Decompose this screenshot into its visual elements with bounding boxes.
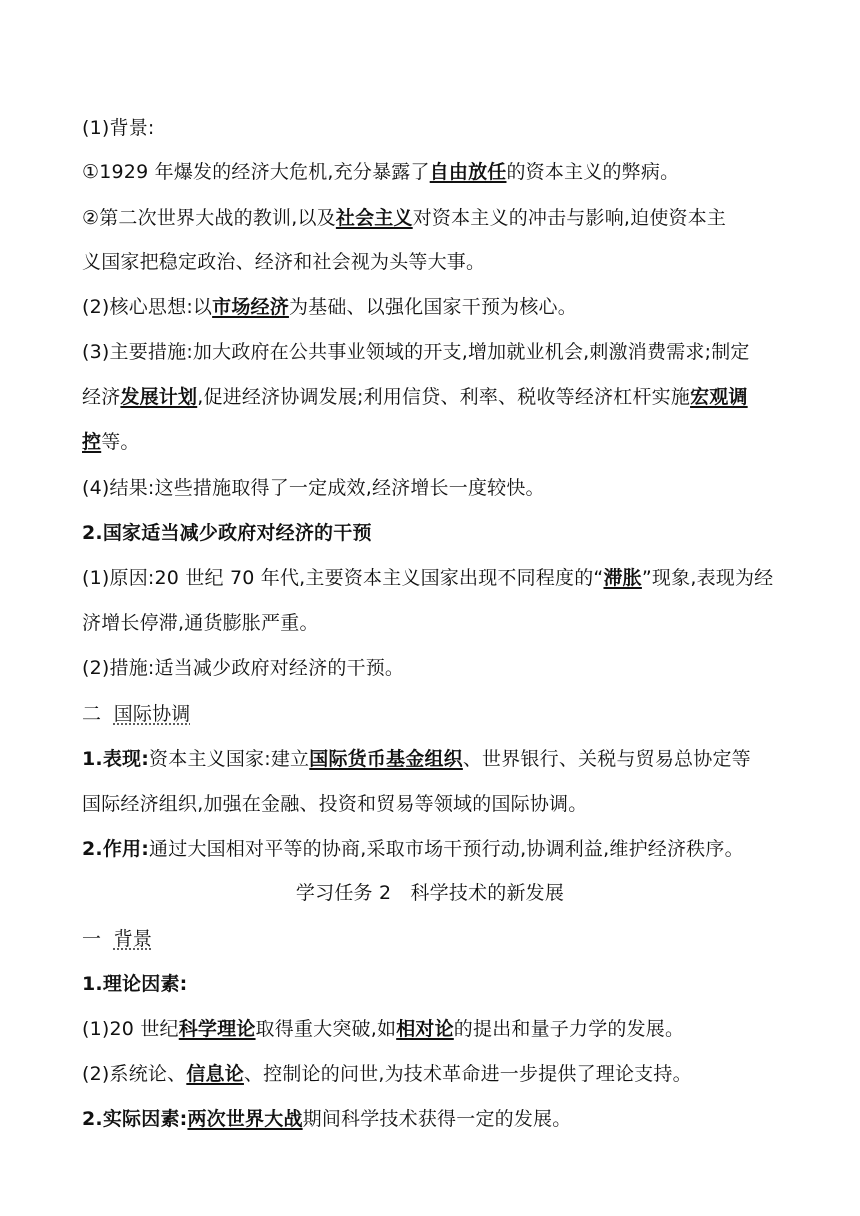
keyword: 科学理论 <box>178 1018 256 1040</box>
task-title <box>0 880 860 906</box>
text-span: 经济 <box>82 386 121 408</box>
text-line <box>82 565 782 591</box>
text-span: ②第二次世界大战的教训,以及 <box>82 207 336 229</box>
text-span: 取得重大突破,如 <box>255 1018 397 1040</box>
keyword: 市场经济 <box>212 296 289 318</box>
text-span: 资本主义国家:建立 <box>149 748 310 770</box>
text-span: 的提出和量子力学的发展。 <box>453 1018 685 1040</box>
heading-text: 国际协调 <box>113 703 191 725</box>
section-heading <box>82 926 782 952</box>
text-span: (2)系统论、 <box>82 1063 187 1085</box>
text-span: 一 <box>82 928 102 950</box>
text-line <box>82 746 782 772</box>
text-span: 济增长停滞,通货膨胀严重。 <box>82 612 319 634</box>
text-span: (1)原因:20 世纪 70 年代,主要资本主义国家出现不同程度的“ <box>82 567 604 589</box>
text-span: ,促进经济协调发展;利用信贷、利率、税收等经济杠杆实施 <box>197 386 691 408</box>
text-line <box>82 339 782 365</box>
text-line <box>82 475 782 501</box>
text-span: 通过大国相对平等的协商,采取市场干预行动,协调利益,维护经济秩序。 <box>149 838 744 860</box>
text-line <box>82 384 782 410</box>
label: 2.作用: <box>82 838 150 860</box>
label: 2.实际因素: <box>82 1108 188 1130</box>
label: 1.表现: <box>82 748 150 770</box>
text-line <box>82 655 782 681</box>
keyword: 国际货币基金组织 <box>309 748 463 770</box>
text-line <box>82 429 782 455</box>
subheading <box>82 971 782 997</box>
text-span: 义国家把稳定政治、经济和社会视为头等大事。 <box>82 251 486 273</box>
section-heading <box>82 701 782 727</box>
text-span: 2.国家适当减少政府对经济的干预 <box>82 522 372 544</box>
text-span: 二 <box>82 703 102 725</box>
text-span: 的资本主义的弊病。 <box>506 161 680 183</box>
text-line <box>82 159 782 185</box>
text-span: 期间科学技术获得一定的发展。 <box>302 1108 572 1130</box>
text-span: 学习任务 2 科学技术的新发展 <box>295 882 565 904</box>
keyword: 控 <box>82 431 102 453</box>
text-span: 对资本主义的冲击与影响,迫使资本主 <box>412 207 727 229</box>
text-line <box>82 1061 782 1087</box>
text-span: (4)结果:这些措施取得了一定成效,经济增长一度较快。 <box>82 477 545 499</box>
text-line <box>82 1016 782 1042</box>
text-line <box>82 1106 782 1132</box>
text-span: 1.理论因素: <box>82 973 188 995</box>
keyword: 宏观调 <box>690 386 748 408</box>
text-span: (2)核心思想:以 <box>82 296 213 318</box>
text-line <box>82 205 782 231</box>
text-span: 、控制论的问世,为技术革命进一步提供了理论支持。 <box>243 1063 692 1085</box>
keyword: 信息论 <box>186 1063 244 1085</box>
text-line <box>82 294 782 320</box>
keyword: 相对论 <box>396 1018 454 1040</box>
keyword: 社会主义 <box>335 207 413 229</box>
text-line <box>82 249 782 275</box>
heading-text: 背景 <box>113 928 153 950</box>
text-line <box>82 610 782 636</box>
text-span: ①1929 年爆发的经济大危机,充分暴露了 <box>82 161 430 183</box>
text-span: 、世界银行、关税与贸易总协定等 <box>462 748 751 770</box>
text-line <box>82 791 782 817</box>
section-heading <box>82 520 782 546</box>
text-line <box>82 836 782 862</box>
text-span: (1)20 世纪 <box>82 1018 179 1040</box>
text-span: (3)主要措施:加大政府在公共事业领域的开支,增加就业机会,刺激消费需求;制定 <box>82 341 750 363</box>
keyword: 滞胀 <box>603 567 642 589</box>
keyword: 发展计划 <box>120 386 198 408</box>
text-span: (2)措施:适当减少政府对经济的干预。 <box>82 657 405 679</box>
text-span: ”现象,表现为经 <box>641 567 774 589</box>
keyword: 两次世界大战 <box>187 1108 303 1130</box>
text-span: 等。 <box>101 431 140 453</box>
text-span: (1)背景: <box>82 117 155 139</box>
text-span: 为基础、以强化国家干预为核心。 <box>288 296 577 318</box>
text-span: 国际经济组织,加强在金融、投资和贸易等领域的国际协调。 <box>82 793 588 815</box>
keyword: 自由放任 <box>429 161 507 183</box>
text-line <box>82 115 782 141</box>
